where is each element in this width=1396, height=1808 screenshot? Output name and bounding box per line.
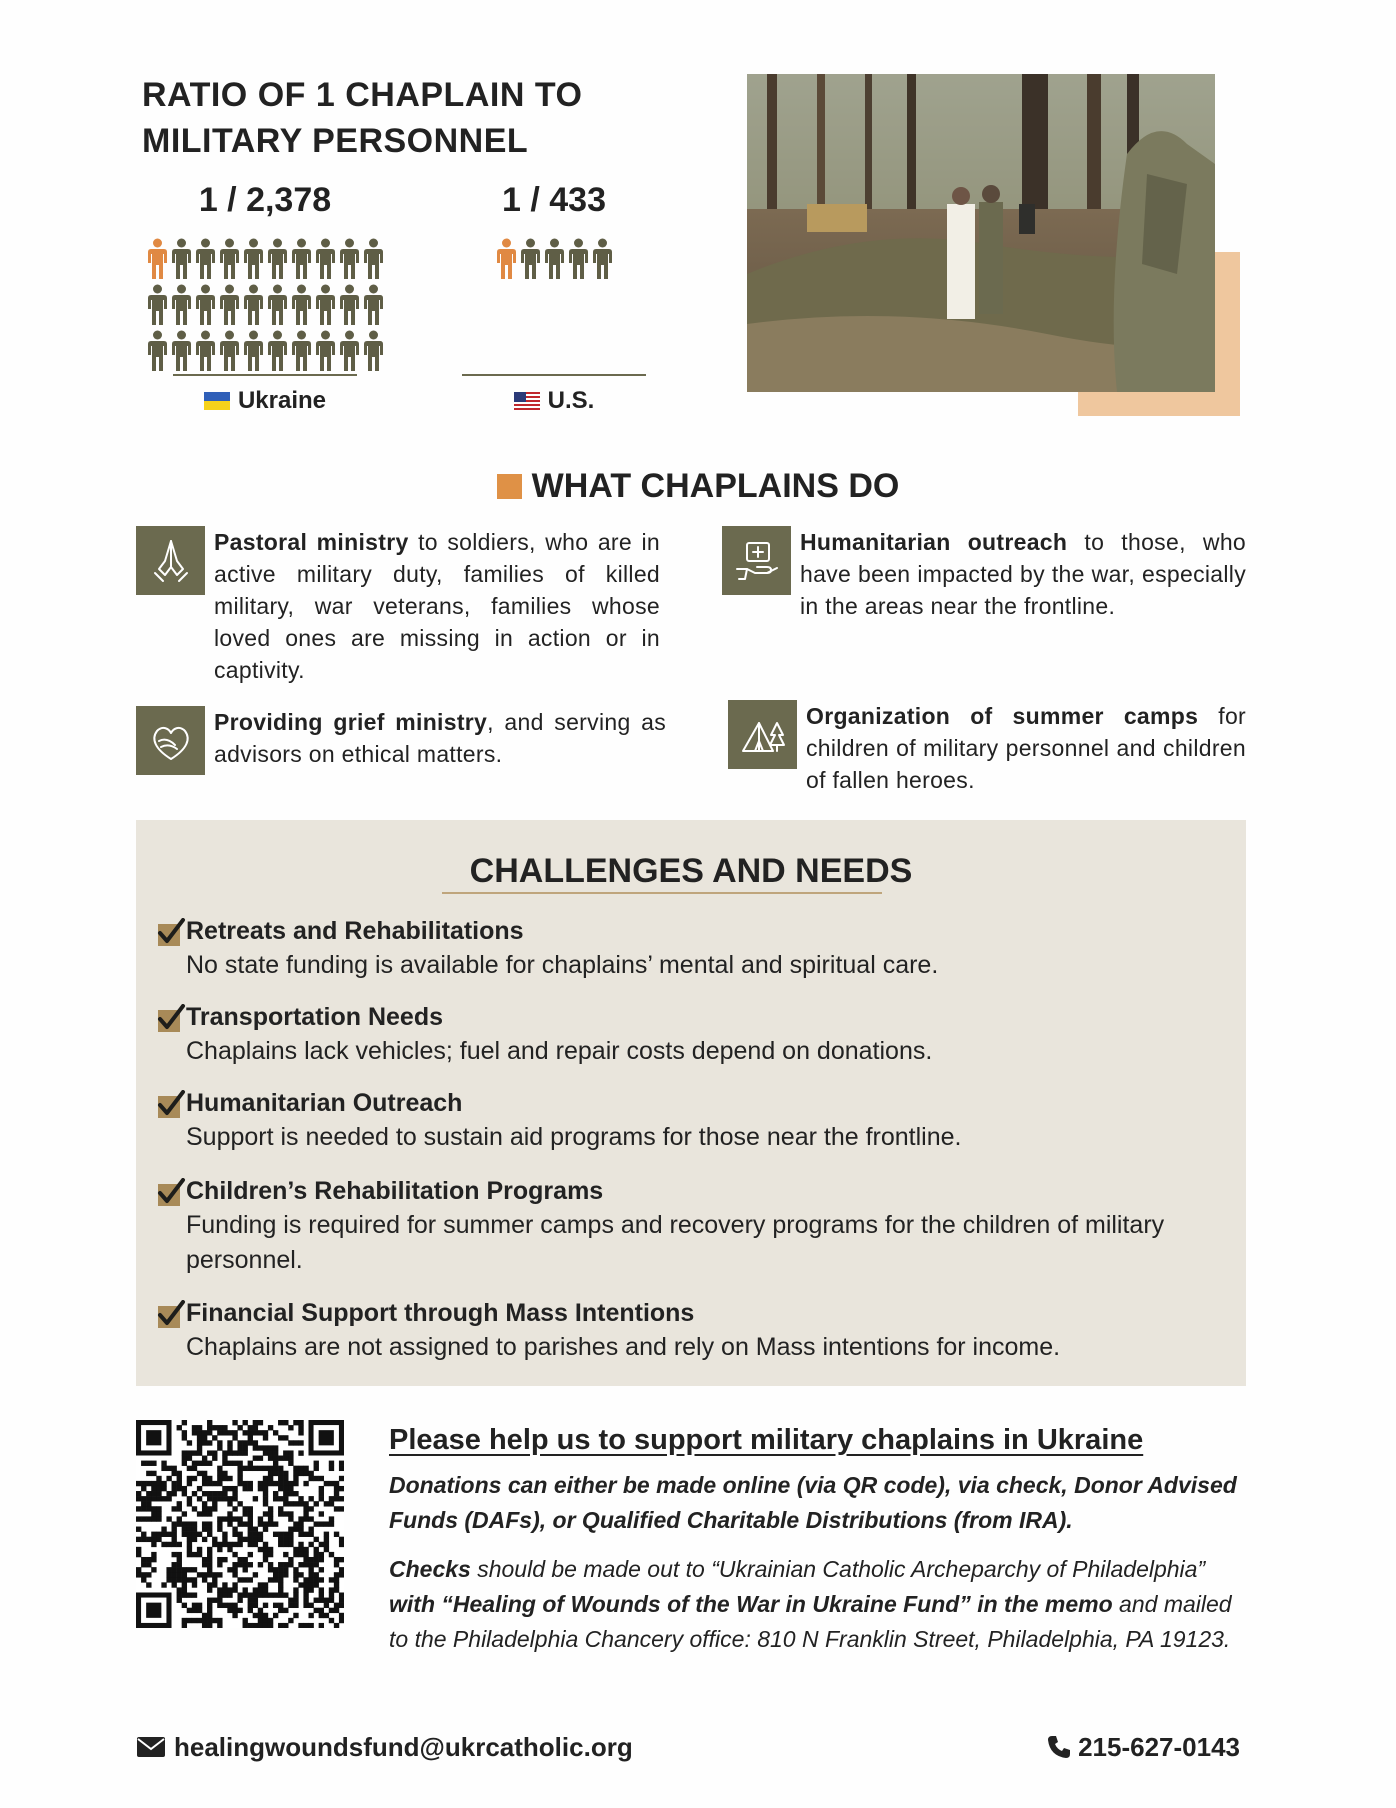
chaplain-photo <box>747 74 1215 392</box>
person-icon <box>218 284 241 326</box>
person-icon <box>146 238 169 280</box>
what-chaplains-do-title: WHAT CHAPLAINS DO <box>531 467 900 505</box>
ratio-us <box>462 180 646 416</box>
cta-title: Please help us to support military chaplains in Ukraine <box>389 1424 1144 1456</box>
donation-qr-code[interactable] <box>136 1420 344 1628</box>
person-icon <box>314 330 337 372</box>
ratio-value-us: 1 / 433 <box>502 181 606 219</box>
us-flag-icon <box>514 392 540 410</box>
person-icon <box>146 330 169 372</box>
need-title: Children’s Rehabilitation Programs <box>186 1177 604 1205</box>
person-icon <box>290 284 313 326</box>
person-icon <box>290 238 313 280</box>
need-body: Chaplains are not assigned to parishes and rely on Mass intentions for income. <box>186 1333 1061 1361</box>
person-icon <box>362 238 385 280</box>
ratio-ukraine <box>140 180 390 416</box>
need-title: Transportation Needs <box>186 1003 443 1031</box>
person-icon <box>591 238 614 280</box>
person-icon <box>266 284 289 326</box>
footer-phone[interactable] <box>1046 1730 1240 1764</box>
person-icon <box>170 330 193 372</box>
person-icon <box>194 330 217 372</box>
person-icon <box>314 284 337 326</box>
what-chaplains-do-heading <box>0 462 1396 510</box>
do-item-pastoral <box>136 526 660 686</box>
person-icon <box>338 238 361 280</box>
challenges-title: CHALLENGES AND NEEDS <box>469 852 913 890</box>
need-body: Support is needed to sustain aid programs for those near the frontline. <box>186 1123 962 1151</box>
need-title: Humanitarian Outreach <box>186 1089 463 1117</box>
need-body: Funding is required for summer camps and recovery programs for the children of military personnel. <box>186 1211 1165 1274</box>
envelope-icon <box>136 1736 166 1758</box>
ukraine-flag-icon <box>204 392 230 410</box>
need-body: No state funding is available for chaplains’ mental and spiritual care. <box>186 951 939 979</box>
cta-checks-text: Checks should be made out to “Ukrainian Catholic Archeparchy of Philadelphia” with “Healing of Wounds of the War in Ukraine Fund” in the memo and mailed to the Philadelphia Chancery office: 810 N Franklin Street, Philadelphia, PA 19123. <box>389 1556 1232 1652</box>
challenges-underline <box>442 892 882 894</box>
person-icon <box>218 238 241 280</box>
need-item <box>156 1000 1226 1069</box>
person-icon <box>266 238 289 280</box>
checkmark-icon <box>156 1300 186 1330</box>
phone-icon <box>1046 1734 1072 1760</box>
person-icon <box>194 284 217 326</box>
need-item <box>156 1296 1226 1365</box>
challenges-panel <box>136 820 1246 1386</box>
person-icon <box>314 238 337 280</box>
footer-email[interactable] <box>136 1730 633 1764</box>
person-icon <box>170 284 193 326</box>
aid-box-hand-icon <box>722 526 791 595</box>
do-text-humanitarian: Humanitarian outreach to those, who have been impacted by the war, especially in the areas near the frontline. <box>800 529 1246 619</box>
divider <box>462 374 646 376</box>
checkmark-icon <box>156 1090 186 1120</box>
person-icon <box>362 284 385 326</box>
need-body: Chaplains lack vehicles; fuel and repair costs depend on donations. <box>186 1037 933 1065</box>
person-icon <box>194 238 217 280</box>
ratio-title: RATIO OF 1 CHAPLAIN TO MILITARY PERSONNEL <box>142 76 583 160</box>
do-item-camps <box>728 700 1246 796</box>
phone-number[interactable]: 215-627-0143 <box>1078 1732 1240 1762</box>
do-item-grief <box>136 706 666 775</box>
person-icon <box>338 330 361 372</box>
email-address[interactable]: healingwoundsfund@ukrcatholic.org <box>174 1732 633 1762</box>
person-icon <box>218 330 241 372</box>
person-icon <box>290 330 313 372</box>
need-item <box>156 914 1226 983</box>
do-item-humanitarian <box>722 526 1246 622</box>
do-text-grief: Providing grief ministry, and serving as advisors on ethical matters. <box>214 709 667 767</box>
need-item <box>156 1086 1226 1155</box>
person-icon <box>519 238 542 280</box>
need-title: Retreats and Rehabilitations <box>186 917 524 945</box>
person-icon <box>170 238 193 280</box>
person-icon <box>338 284 361 326</box>
ratio-value-ukraine: 1 / 2,378 <box>198 181 332 219</box>
country-label-ukraine <box>140 386 390 416</box>
need-title: Financial Support through Mass Intentions <box>186 1299 695 1327</box>
person-icon <box>242 238 265 280</box>
person-icon <box>242 284 265 326</box>
heading-marker <box>497 474 522 499</box>
checkmark-icon <box>156 1178 186 1208</box>
country-name-ukraine: Ukraine <box>237 387 327 414</box>
praying-hands-icon <box>136 526 205 595</box>
country-label-us <box>462 386 646 416</box>
person-icon <box>543 238 566 280</box>
cta-donations-text: Donations can either be made online (via QR code), via check, Donor Advised Funds (DAFs), or Qualified Charitable Distributions (from IRA). <box>389 1472 1237 1533</box>
tent-camp-icon <box>728 700 797 769</box>
person-icon-grid-ukraine <box>140 238 390 364</box>
heart-hand-icon <box>136 706 205 775</box>
checkmark-icon <box>156 918 186 948</box>
person-icon <box>242 330 265 372</box>
do-text-pastoral: Pastoral ministry to soldiers, who are in active military duty, families of killed military, war veterans, families whose loved ones are missing in action or in captivity. <box>214 529 661 683</box>
person-icon <box>362 330 385 372</box>
person-icon <box>495 238 518 280</box>
checkmark-icon <box>156 1004 186 1034</box>
need-item <box>156 1174 1226 1278</box>
person-icon <box>266 330 289 372</box>
divider <box>173 374 357 376</box>
country-name-us: U.S. <box>547 387 595 414</box>
person-icon <box>146 284 169 326</box>
person-icon-grid-us <box>462 238 646 364</box>
person-icon <box>567 238 590 280</box>
do-text-camps: Organization of summer camps for children of military personnel and children of fallen heroes. <box>806 703 1246 793</box>
